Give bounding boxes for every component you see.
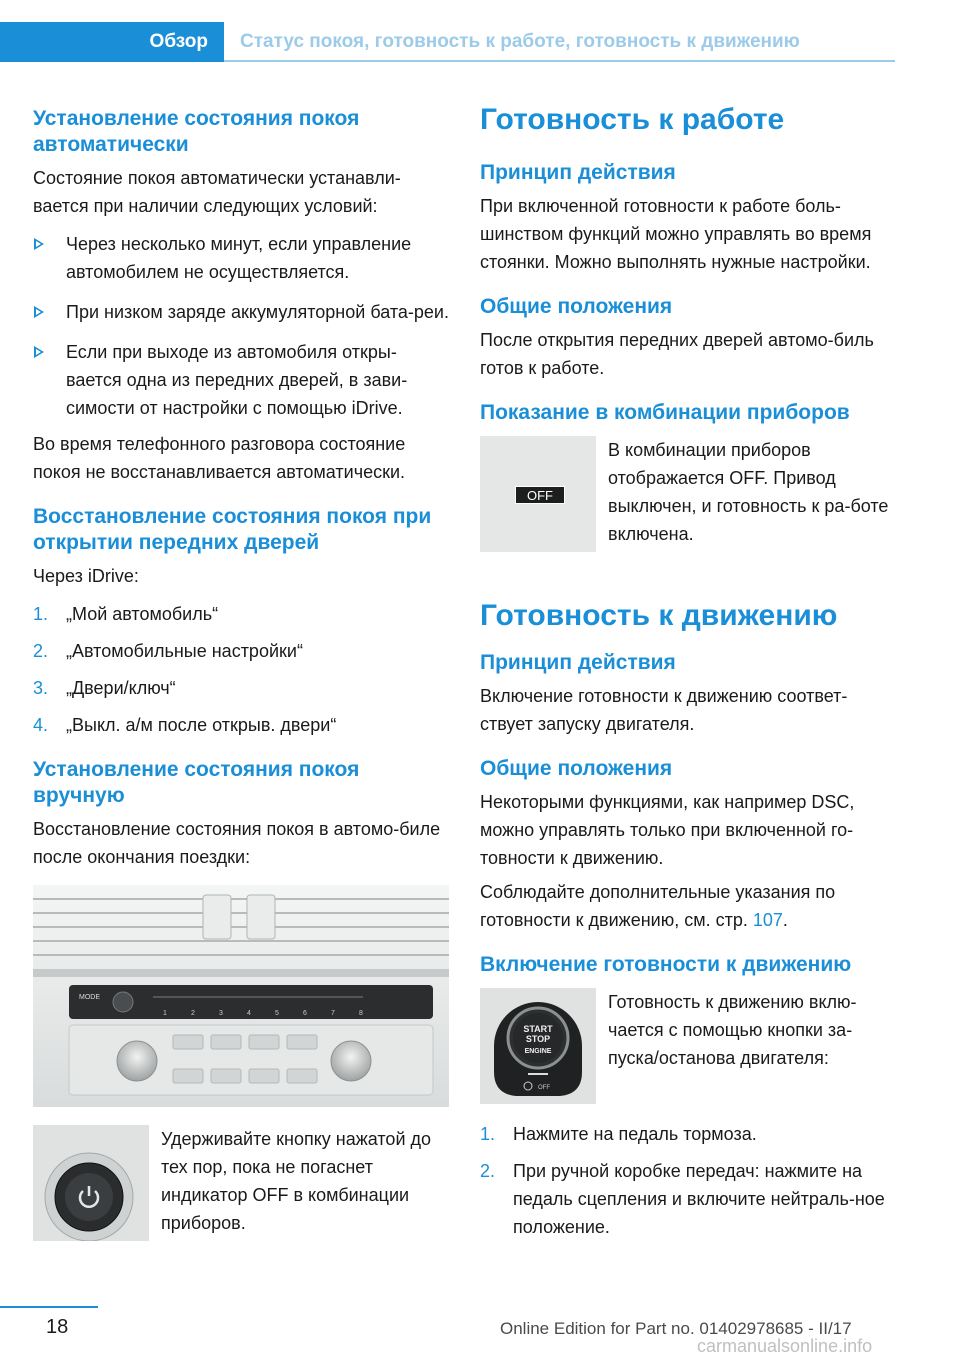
text-phone-call: Во время телефонного разговора состояние покоя не восстанавливается автоматически. xyxy=(33,434,406,482)
mode-label: MODE xyxy=(79,994,100,1001)
left-column xyxy=(33,100,451,1241)
list-item: 2. При ручной коробке передач: нажмите на педаль сцепления и включите нейтраль-ное положение. xyxy=(480,1161,885,1237)
start-label: START xyxy=(523,1024,553,1034)
text-general-1: После открытия передних дверей автомо-биль готов к работе. xyxy=(480,330,874,378)
svg-text:4: 4 xyxy=(247,1010,251,1017)
engine-label: ENGINE xyxy=(524,1048,552,1055)
text-hold-button: Удерживайте кнопку нажатой до тех пор, пока не погаснет индикатор OFF в комбинации приборов. xyxy=(161,1129,432,1233)
page-link[interactable]: 107 xyxy=(752,910,783,930)
stop-label: STOP xyxy=(525,1034,551,1044)
power-knob-image xyxy=(33,1125,149,1241)
chapter-title[interactable]: Статус покоя, готовность к работе, готовность к движению xyxy=(240,31,800,52)
text-auto-conditions: Состояние покоя автоматически устанавли-вается при наличии следующих условий: xyxy=(33,168,401,216)
text-note: Соблюдайте дополнительные указания по готовности к движению, см. стр. 107. xyxy=(480,882,836,930)
cluster-off-image xyxy=(480,436,596,552)
list-item: При низком заряде аккумуляторной бата-реи. xyxy=(33,298,451,326)
list-item: Через несколько минут, если управление автомобилем не осуществляется. xyxy=(33,230,451,286)
svg-text:7: 7 xyxy=(331,1010,335,1017)
text-principle-1: При включенной готовности к работе боль-шинством функций можно управлять во время стоянки. Можно выполнять нужные настройки. xyxy=(480,196,872,272)
list-item: 4. „Выкл. а/м после открыв. двери“ xyxy=(33,715,337,735)
svg-text:2: 2 xyxy=(191,1010,195,1017)
page-number: 18 xyxy=(46,1316,69,1338)
heading-cluster-display: Показание в комбинации приборов xyxy=(480,401,850,424)
text-general-2: Некоторыми функциями, как например DSC, можно управлять только при включенной го-товности к движению. xyxy=(480,792,855,868)
list-item: Если при выходе из автомобиля откры-вается одна из передних дверей, в зави-симости от настройки с помощью iDrive. xyxy=(33,338,451,422)
triangle-bullet-icon xyxy=(34,306,44,318)
section-tab[interactable]: Обзор xyxy=(0,22,224,62)
watermark[interactable]: carmanualsonline.info xyxy=(697,1336,873,1356)
triangle-bullet-icon xyxy=(34,238,44,250)
heading-restore-doors: Восстановление состояния покоя при открытии передних дверей xyxy=(33,505,432,554)
triangle-bullet-icon xyxy=(34,346,44,358)
svg-text:5: 5 xyxy=(275,1010,279,1017)
list-item: 2. „Автомобильные настройки“ xyxy=(33,641,303,661)
console-illustration xyxy=(33,885,449,1107)
list-item: 1. Нажмите на педаль тормоза. xyxy=(480,1124,757,1144)
text-via-idrive: Через iDrive: xyxy=(33,566,139,586)
heading-auto-standby: Установление состояния покоя автоматически xyxy=(33,107,360,156)
off-indicator: OFF xyxy=(515,486,565,504)
svg-text:3: 3 xyxy=(219,1010,223,1017)
heading-ready-to-work: Готовность к работе xyxy=(480,103,785,136)
heading-ready-to-drive: Готовность к движению xyxy=(480,599,838,632)
heading-manual-standby: Установление состояния покоя вручную xyxy=(33,758,360,807)
start-stop-image xyxy=(480,988,596,1104)
list-item: 1. „Мой автомобиль“ xyxy=(33,604,219,624)
right-column xyxy=(480,100,898,1250)
heading-principle-2: Принцип действия xyxy=(480,651,676,674)
page-header xyxy=(0,22,895,64)
drive-steps xyxy=(480,1120,898,1241)
heading-principle-1: Принцип действия xyxy=(480,161,676,184)
header-rule xyxy=(224,60,895,62)
heading-general-2: Общие положения xyxy=(480,757,673,780)
svg-text:1: 1 xyxy=(163,1010,167,1017)
text-principle-2: Включение готовности к движению соответ-ствует запуску двигателя. xyxy=(480,686,848,734)
conditions-list xyxy=(33,230,451,422)
cluster-off-row xyxy=(480,436,898,552)
text-manual: Восстановление состояния покоя в автомо-биле после окончания поездки: xyxy=(33,819,441,867)
off-button-label: OFF xyxy=(538,1085,550,1091)
console-image xyxy=(33,885,449,1107)
text-start-stop: Готовность к движению вклю-чается с помощью кнопки за-пуска/останова двигателя: xyxy=(608,992,857,1068)
power-knob-row xyxy=(33,1125,451,1241)
svg-text:6: 6 xyxy=(303,1010,307,1017)
heading-enable-drive: Включение готовности к движению xyxy=(480,953,852,976)
start-stop-row xyxy=(480,988,898,1104)
edition-text: Online Edition for Part no. 01402978685 - II/17 xyxy=(500,1319,852,1338)
text-cluster-off: В комбинации приборов отображается OFF. Привод выключен, и готовность к ра-боте включена. xyxy=(608,440,889,544)
list-item: 3. „Двери/ключ“ xyxy=(33,678,176,698)
idrive-steps xyxy=(33,600,451,739)
svg-text:8: 8 xyxy=(359,1010,363,1017)
heading-general-1: Общие положения xyxy=(480,295,673,318)
footer-rule xyxy=(0,1306,98,1308)
